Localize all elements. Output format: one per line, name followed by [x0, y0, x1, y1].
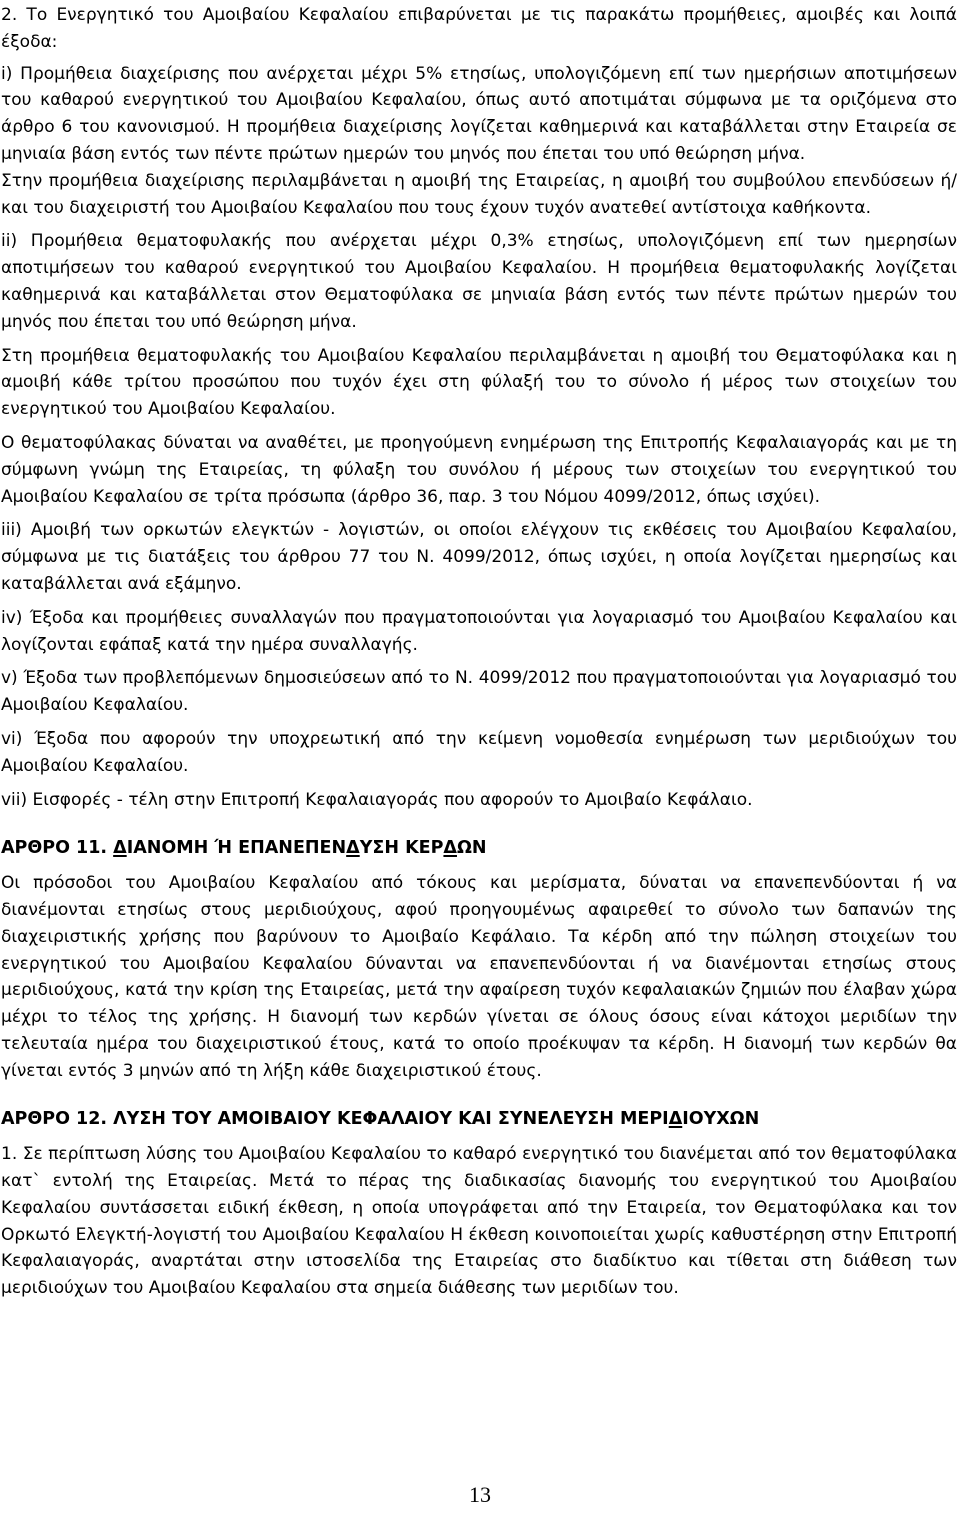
- article-11-body: Οι πρόσοδοι του Αμοιβαίου Κεφαλαίου από τόκους και μερίσματα, δύναται να επανεπενδύονται ή να διανέμονται ετησίως στους μεριδιούχους, αφού προηγουμένως αφαιρεθεί το σύνολο των δαπανών της διαχειριστικής χρήσης που βαρύνουν το Αμοιβαίο Κεφάλαιο. Τα κέρδη από την πώληση στοιχείων του ενεργητικού του Αμοιβαίου Κεφαλαίου δύνανται να επανεπενδύονται ή να διανέμονται ετησίως στους μεριδιούχους, κατά την κρίση της Εταιρείας, μετά την αφαίρεση τυχόν κεφαλαιακών ζημιών που έλαβαν χώρα μέχρι το τέλος της χρήσης. Η διανομή των κερδών γίνεται σε όλους όσους είναι κάτοχοι μεριδίων την τελευταία ημέρα του διαχειριστικού έτους, κατά το οποίο προέκυψαν τα κέρδη. Η διανομή των κερδών θα γίνεται εντός 3 μηνών από τη λήξη κάθε διαχειριστικού έτους.: [1, 873, 957, 1081]
- article-12-body: 1. Σε περίπτωση λύσης του Αμοιβαίου Κεφαλαίου το καθαρό ενεργητικό του διανέμεται από τον θεματοφύλακα κατ` εντολή της Εταιρείας. Μετά το πέρας της διαδικασίας διανομής του ενεργητικού του Αμοιβαίου Κεφαλαίου συντάσσεται ειδική έκθεση, η οποία υπογράφεται από την Εταιρεία, τον Θεματοφύλακα και τον Ορκωτό Ελεγκτή-λογιστή του Αμοιβαίου Κεφαλαίου Η έκθεση κοινοποιείται χωρίς καθυστέρηση στην Επιτροπή Κεφαλαιαγοράς, αναρτάται στην ιστοσελίδα της Εταιρείας στο διαδίκτυο και τίθεται στη διάθεση των μεριδιούχων του Αμοιβαίου Κεφαλαίου στα σημεία διάθεσης των μεριδίων του.: [1, 1144, 957, 1299]
- intro-paragraph: 2. Το Ενεργητικό του Αμοιβαίου Κεφαλαίου επιβαρύνεται με τις παρακάτω προμήθειες, αμοιβές και λοιπά έξοδα:: [1, 5, 957, 52]
- article-11-heading-part-1: ΙΑΝΟΜΗ Ή ΕΠΑΝΕΠΕΝ: [126, 838, 347, 859]
- paragraph-item-ii-continued-2: Ο θεματοφύλακας δύναται να αναθέτει, με προηγούμενη ενημέρωση της Επιτροπής Κεφαλαιαγοράς και με τη σύμφωνη γνώμη της Εταιρείας, τη φύλαξη του συνόλου ή μέρους των στοιχείων του ενεργητικού του Αμοιβαίου Κεφαλαίου σε τρίτα πρόσωπα (άρθρο 36, παρ. 3 του Νόμου 4099/2012, όπως ισχύει).: [1, 432, 957, 507]
- article-11-heading-underlined-1: Δ: [113, 838, 127, 859]
- paragraph-item-ii-continued-1: Στη προμήθεια θεματοφυλακής του Αμοιβαίου Κεφαλαίου περιλαμβάνεται η αμοιβή του Θεματοφύλακα και η αμοιβή κάθε τρίτου προσώπου που τυχόν έχει στη φύλαξή του το σύνολο ή μέρος των στοιχείων του ενεργητικού του Αμοιβαίου Κεφαλαίου.: [1, 345, 957, 420]
- paragraph-item-v: v) Έξοδα των προβλεπόμενων δημοσιεύσεων από το Ν. 4099/2012 που πραγματοποιούνται για λογαριασμό του Αμοιβαίου Κεφαλαίου.: [1, 668, 957, 716]
- paragraph-item-ii: ii) Προμήθεια θεματοφυλακής που ανέρχεται μέχρι 0,3% ετησίως, υπολογιζόμενη επί των ημερησίων αποτιμήσεων του καθαρού ενεργητικού του Αμοιβαίου Κεφαλαίου. Η προμήθεια θεματοφυλακής λογίζεται καθημερινά και καταβάλλεται στον Θεματοφύλακα σε μηνιαία βάση εντός των πέντε πρώτων ημερών του μηνός που έπεται του υπό θεώρηση μήνα.: [1, 231, 957, 332]
- article-11-heading-end: ΩΝ: [456, 838, 487, 859]
- article-12-heading-prefix: ΑΡΘΡΟ 12. ΛΥΣΗ ΤΟΥ ΑΜΟΙΒΑΙΟΥ ΚΕΦΑΛΑΙΟΥ ΚΑΙ ΣΥΝΕΛΕΥΣΗ ΜΕΡΙ: [1, 1109, 669, 1130]
- paragraph-item-i: i) Προμήθεια διαχείρισης που ανέρχεται μέχρι 5% ετησίως, υπολογιζόμενη επί των ημερήσιων αποτιμήσεων του καθαρού ενεργητικού του Αμοιβαίου Κεφαλαίου, όπως αυτό αποτιμάται σύμφωνα με τα οριζόμενα στο άρθρο 6 του κανονισμού. Η προμήθεια διαχείρισης λογίζεται καθημερινά και καταβάλλεται στην Εταιρεία σε μηνιαία βάση εντός των πέντε πρώτων ημερών του μηνός που έπεται του υπό θεώρηση μήνα.: [1, 63, 957, 164]
- article-11-heading-part-2: ΥΣΗ ΚΕΡ: [359, 838, 444, 859]
- article-11-heading-prefix: ΑΡΘΡΟ 11.: [1, 838, 114, 859]
- paragraph-item-vi: vi) Έξοδα που αφορούν την υποχρεωτική από την κείμενη νομοθεσία ενημέρωση των μεριδιούχων του Αμοιβαίου Κεφαλαίου.: [1, 728, 957, 776]
- paragraph-item-iii: iii) Αμοιβή των ορκωτών ελεγκτών - λογιστών, οι οποίοι ελέγχουν τις εκθέσεις του Αμοιβαίου Κεφαλαίου, σύμφωνα με τις διατάξεις του άρθρου 77 του Ν. 4099/2012, όπως ισχύει, η οποία λογίζεται ημερησίως και καταβάλλεται ανά εξάμηνο.: [1, 520, 957, 594]
- article-11-heading: [1, 835, 957, 862]
- paragraph-item-vii: vii) Εισφορές - τέλη στην Επιτροπή Κεφαλαιαγοράς που αφορούν το Αμοιβαίο Κεφάλαιο.: [1, 789, 753, 810]
- article-12-heading-underlined: Δ: [668, 1109, 683, 1130]
- page-number: 13: [469, 1482, 491, 1507]
- article-12-heading: [1, 1106, 957, 1133]
- article-11-heading-underlined-3: Δ: [443, 838, 457, 859]
- article-11-heading-underlined-2: Δ: [346, 838, 360, 859]
- article-12-heading-end: ΙΟΥΧΩΝ: [682, 1109, 760, 1130]
- paragraph-item-i-continued: Στην προμήθεια διαχείρισης περιλαμβάνεται η αμοιβή της Εταιρείας, η αμοιβή του συμβούλου επενδύσεων ή/και του διαχειριστή του Αμοιβαίου Κεφαλαίου που τους έχουν τυχόν ανατεθεί αντίστοιχα καθήκοντα.: [1, 170, 957, 218]
- paragraph-item-iv: iv) Έξοδα και προμήθειες συναλλαγών που πραγματοποιούνται για λογαριασμό του Αμοιβαίου Κεφαλαίου και λογίζονται εφάπαξ κατά την ημέρα συναλλαγής.: [1, 607, 957, 655]
